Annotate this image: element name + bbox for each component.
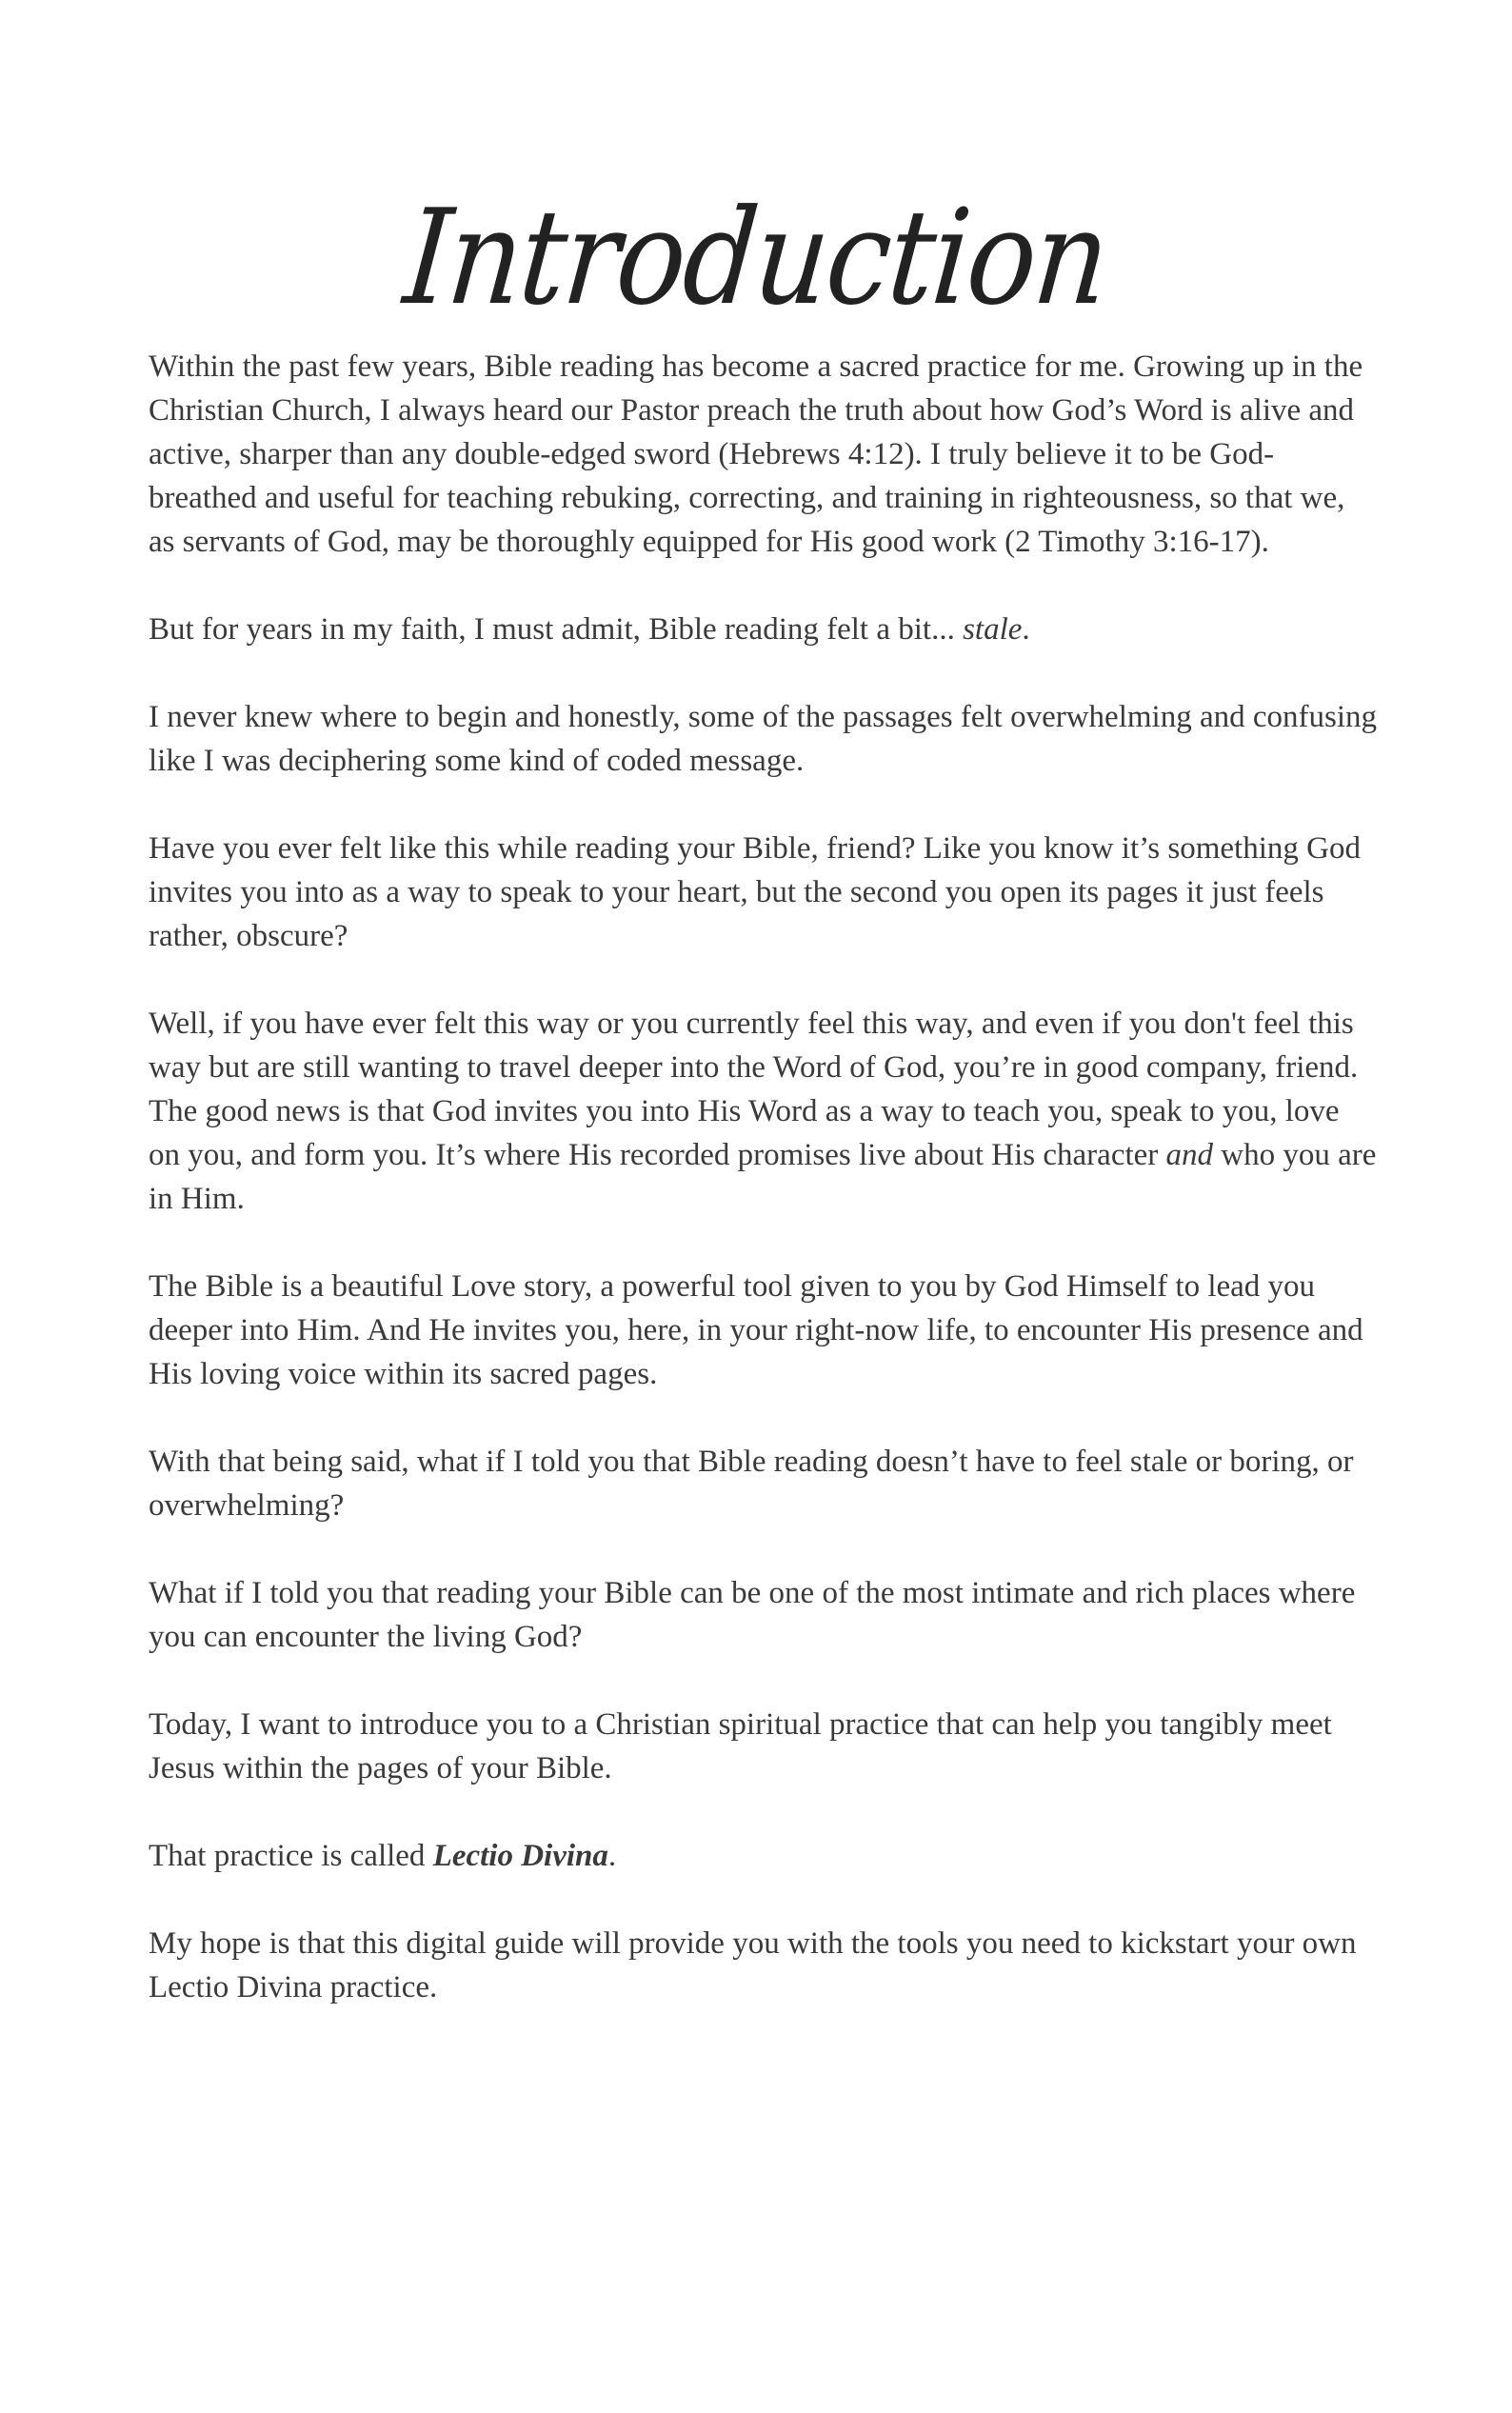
paragraph-5-end: who you are in Him. bbox=[149, 1138, 1377, 1216]
paragraph-10-end: . bbox=[607, 1839, 617, 1873]
paragraph-11: My hope is that this digital guide will provide you with the tools you need to kickstart your own Lectio Divina practice. bbox=[149, 1926, 1357, 2004]
paragraph-10-emphasis: Lectio Divina bbox=[432, 1839, 608, 1873]
page-title: Introduction bbox=[398, 182, 1114, 335]
paragraph-7: With that being said, what if I told you that Bible reading doesn’t have to feel stale or boring, or overwhelming? bbox=[149, 1445, 1354, 1523]
paragraph-10-text: That practice is called bbox=[149, 1839, 433, 1873]
paragraph-9: Today, I want to introduce you to a Christian spiritual practice that can help you tangibly meet Jesus within the pages of your Bible. bbox=[149, 1707, 1332, 1785]
paragraph-5 bbox=[149, 1002, 1377, 1221]
paragraph-10 bbox=[149, 1834, 1377, 1878]
body-text bbox=[149, 345, 1377, 2053]
paragraph-8: What if I told you that reading your Bible can be one of the most intimate and rich places where you can encounter the living God? bbox=[149, 1576, 1356, 1654]
paragraph-3: I never knew where to begin and honestly, some of the passages felt overwhelming and confusing like I was deciphering some kind of coded message. bbox=[149, 700, 1377, 778]
paragraph-2 bbox=[149, 608, 1377, 651]
paragraph-4: Have you ever felt like this while reading your Bible, friend? Like you know it’s something God invites you into as a way to speak to your heart, but the second you open its pages it just feels rather, obscure? bbox=[149, 831, 1361, 953]
paragraph-1: Within the past few years, Bible reading has become a sacred practice for me. Growing up in the Christian Church, I always heard our Pastor preach the truth about how God’s Word is alive and active, sharper than any double-edged sword (Hebrews 4:12). I truly believe it to be God-breathed and useful for teaching rebuking, correcting, and training in righteousness, so that we, as servants of God, may be thoroughly equipped for His good work (2 Timothy 3:16-17). bbox=[149, 349, 1363, 559]
paragraph-2-text: But for years in my faith, I must admit, Bible reading felt a bit... bbox=[149, 612, 964, 647]
paragraph-5-text: Well, if you have ever felt this way or you currently feel this way, and even if you don't feel this way but are still wanting to travel deeper into the Word of God, you’re in good company, friend. The good news is that God invites you into His Word as a way to teach you, speak to you, love on you, and form you. It’s where His recorded promises live about His character bbox=[149, 1007, 1359, 1172]
paragraph-2-emphasis: stale bbox=[963, 612, 1023, 647]
paragraph-6: The Bible is a beautiful Love story, a powerful tool given to you by God Himself to lead you deeper into Him. And He invites you, here, in your right-now life, to encounter His presence and His loving voice within its sacred pages. bbox=[149, 1269, 1363, 1391]
paragraph-5-emphasis: and bbox=[1165, 1138, 1214, 1172]
paragraph-2-end: . bbox=[1022, 612, 1030, 647]
